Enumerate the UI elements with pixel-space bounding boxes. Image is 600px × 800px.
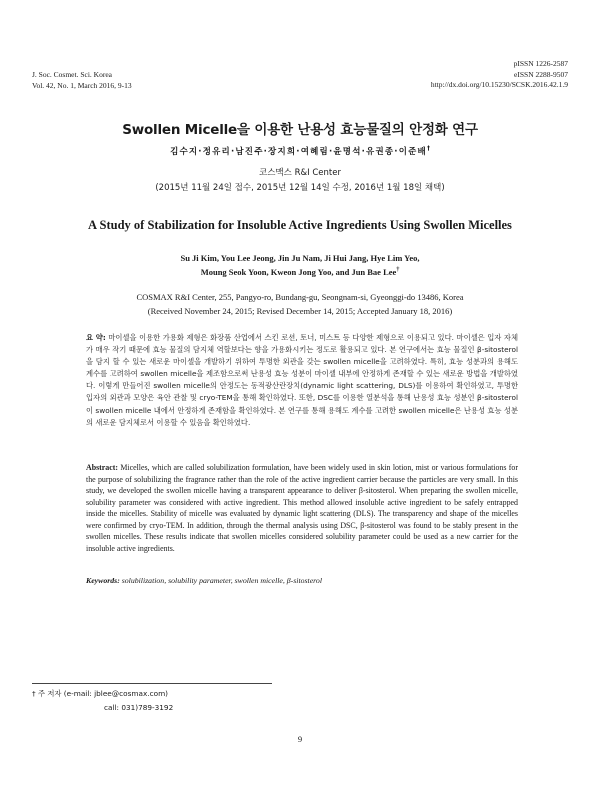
keywords-label: Keywords: (86, 576, 120, 585)
keywords-text: solubilization, solubility parameter, swollen micelle, β-sitosterol (121, 576, 322, 585)
english-affiliation: COSMAX R&I Center, 255, Pangyo-ro, Bundang-gu, Seongnam-si, Gyeonggi-do 13486, Korea (136, 292, 464, 302)
journal-header-left (32, 70, 132, 91)
pissn: pISSN 1226-2587 (513, 59, 568, 68)
english-authors-line2 (0, 267, 600, 277)
footnote-call: call: 031)789-3192 (104, 703, 174, 712)
english-title: A Study of Stabilization for Insoluble Active Ingredients Using Swollen Micelles (88, 218, 512, 232)
korean-author-list: 김수지·정유리·남진주·장지희·여혜림·윤명석·유권종·이준배 (170, 147, 427, 157)
corresponding-mark: † (426, 145, 430, 153)
doi-link[interactable]: http://dx.doi.org/10.15230/SCSK.2016.42.1.9 (430, 80, 568, 89)
english-abstract-label: Abstract: (86, 463, 118, 472)
english-authors-line1: Su Ji Kim, You Lee Jeong, Jin Ju Nam, Ji Hui Jang, Hye Lim Yeo, (180, 253, 420, 263)
journal-volume: Vol. 42, No. 1, March 2016, 9-13 (32, 80, 132, 90)
english-dates: (Received November 24, 2015; Revised December 14, 2015; Accepted January 18, 2016) (147, 306, 453, 316)
keywords (86, 576, 518, 585)
corresponding-mark-en: † (396, 267, 400, 274)
korean-abstract-label: 요 약: (86, 333, 106, 342)
page-number: 9 (297, 734, 303, 744)
korean-dates: (2015년 11월 24일 접수, 2015년 12월 14일 수정, 2016년 1월 18일 채택) (155, 183, 445, 193)
english-abstract-text: Micelles, which are called solubilization formulation, have been widely used in skin lotion, mist or various formulations for the purpose of solubilizing the fragrance rather than the role of the active ingredient carrier because the particles are very small. In this study, we developed the swollen micelle having a transparent appearance to deliver β-sitosterol. When preparing the swollen micelle, solubility parameter was considered with active ingredient. This method allowed insoluble active ingredient to be safely entrapped inside the micelles. Stability of micelle was evaluated by dynamic light scattering (DLS). The transparency and shape of the micelles were confirmed by cryo-TEM. In addition, through the thermal analysis using DSC, β-sitosterol was found to be stably present in the swollen micelles. These results indicate that swollen micelles considered solubility parameter could be used as a new carrier for the insoluble active ingredients. (86, 463, 518, 553)
journal-name: J. Soc. Cosmet. Sci. Korea (32, 70, 112, 79)
korean-affiliation: 코스맥스 R&I Center (259, 168, 341, 178)
english-author-list-2: Moung Seok Yoon, Kweon Jong Yoo, and Jun Bae Lee (200, 267, 397, 277)
korean-authors (0, 145, 600, 157)
korean-abstract-text: 마이셀을 이용한 가용화 제형은 화장품 산업에서 스킨 로션, 토너, 미스트 등 다양한 제형으로 이용되고 있다. 마이셀은 입자 자체가 매우 작기 때문에 효능 물질의 담지체 역할보다는 향을 가용화시키는 정도로 활용되고 있다. 본 연구에서는 효능 물질인 β-sitosterol을 담지 할 수 있는 새로운 마이셀을 개발하기 위하여 투명한 외관을 갖는 swollen micelle을 고려하였다. 특히, 효능 성분과의 용해도 계수를 고려하여 swollen micelle을 제조함으로써 난용성 효능 성분이 마이셀 내부에 안정하게 존재할 수 있는 새로운 방법을 개발하였다. 이렇게 만들어진 swollen micelle의 안정도는 동적광산란장치(dynamic light scattering, DLS)를 이용하여 확인하였고, 투명한 입자의 외관과 모양은 육안 관찰 및 cryo-TEM을 통해 확인하였다. 또한, DSC를 이용한 열분석을 통해 난용성 효능 성분인 β-sitosterol이 swollen micelle 내에서 안정하게 존재함을 확인하였다. 본 연구를 통해 용해도 계수를 고려한 swollen micelle은 난용성 효능 성분의 새로운 담지체로서 이용할 수 있음을 확인하였다. (86, 333, 518, 427)
english-abstract (86, 462, 518, 554)
journal-header-right (431, 59, 568, 91)
footnote-divider (32, 683, 272, 684)
korean-title: Swollen Micelle을 이용한 난용성 효능물질의 안정화 연구 (122, 122, 478, 138)
footnote-author: † 주 저자 (e-mail: jblee@cosmax.com) (32, 689, 169, 698)
korean-abstract (86, 332, 518, 429)
eissn: eISSN 2288-9507 (514, 69, 568, 79)
